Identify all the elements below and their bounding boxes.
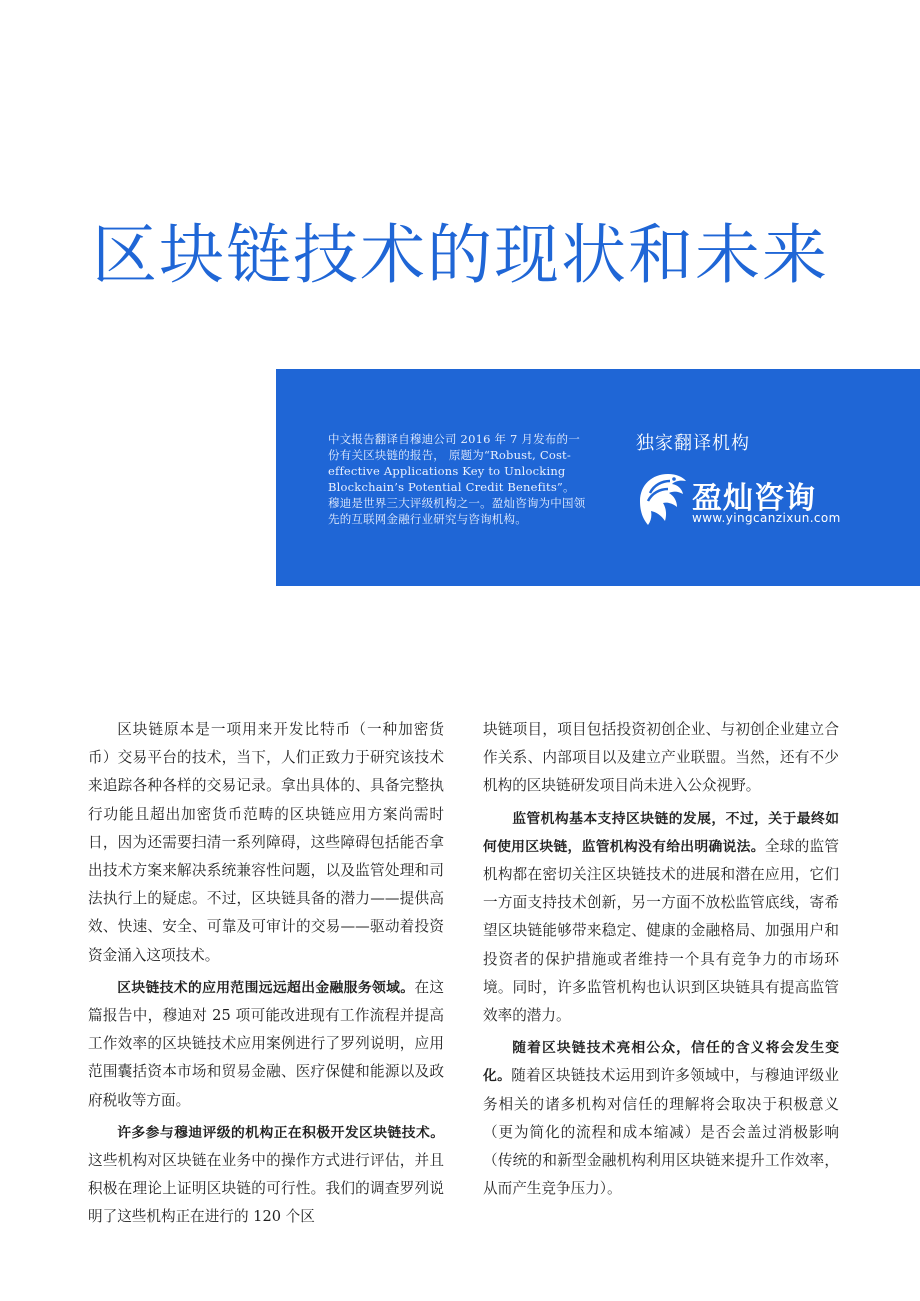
- horse-head-logo-icon: [634, 471, 688, 527]
- paragraph: [88, 1119, 444, 1232]
- page-title: 区块链技术的现状和未来: [92, 218, 830, 293]
- logo-name: 盈灿咨询: [692, 481, 816, 516]
- translation-note: 中文报告翻译自穆迪公司 2016 年 7 月发布的一份有关区块链的报告， 原题为“Robust, Cost-effective Applications Key to Unlocking Blockchain’s Potential Credit Benefits”。 穆迪是世界三大评级机构之一。盈灿咨询为中国领先的互联网金融行业研究与咨询机构。: [328, 432, 586, 526]
- paragraph: [483, 1034, 839, 1203]
- paragraph-lead: 随着区块链技术亮相公众，信任的含义将会发生变化。: [483, 1040, 839, 1085]
- yingcan-logo: [634, 471, 854, 529]
- paragraph-text: 随着区块链技术运用到许多领域中，与穆迪评级业务相关的诸多机构对信任的理解将会取决于积极意义（更为简化的流程和成本缩减）是否会盖过消极影响（传统的和新型金融机构利用区块链来提升工作效率，从而产生竞争压力）。: [483, 1067, 839, 1198]
- paragraph-lead: 监管机构基本支持区块链的发展，不过，关于最终如何使用区块链，监管机构没有给出明确说法。: [483, 810, 839, 855]
- paragraph-text: 在这篇报告中，穆迪对 25 项可能改进现有工作流程并提高工作效率的区块链技术应用案例进行了罗列说明，应用范围囊括资本市场和贸易金融、医疗保健和能源以及政府税收等方面。: [88, 978, 444, 1109]
- paragraph-text: 全球的监管机构都在密切关注区块链技术的进展和潜在应用，它们一方面支持技术创新，另一方面不放松监管底线，寄希望区块链能够带来稳定、健康的金融格局、加强用户和投资者的保护措施或者维持一个具有竞争力的市场环境。同时，许多监管机构也认识到区块链具有提高监管效率的潜力。: [483, 837, 839, 1025]
- paragraph: 区块链原本是一项用来开发比特币（一种加密货币）交易平台的技术，当下，人们正致力于研究该技术来追踪各种各样的交易记录。拿出具体的、具备完整执行功能且超出加密货币范畴的区块链应用方案尚需时日，因为还需要扫清一系列障碍，这些障碍包括能否拿出技术方案来解决系统兼容性问题，以及监管处理和司法执行上的疑虑。不过，区块链具备的潜力——提供高效、快速、安全、可靠及可审计的交易——驱动着投资资金涌入这项技术。: [88, 721, 444, 964]
- article-column-right: [483, 716, 839, 1207]
- logo-url: www.yingcanzixun.com: [692, 511, 841, 525]
- paragraph-lead: 区块链技术的应用范围远远超出金融服务领域。: [117, 979, 415, 996]
- paragraph-text: 这些机构对区块链在业务中的操作方式进行评估，并且积极在理论上证明区块链的可行性。我们的调查罗列说明了这些机构正在进行的 120 个区: [88, 1152, 444, 1226]
- translator-label: 独家翻译机构: [636, 433, 750, 454]
- article-column-left: [88, 716, 444, 1236]
- paragraph: [483, 805, 839, 1031]
- translation-banner: [276, 369, 920, 586]
- paragraph: [88, 974, 444, 1115]
- paragraph: 块链项目，项目包括投资初创企业、与初创企业建立合作关系、内部项目以及建立产业联盟。当然，还有不少机构的区块链研发项目尚未进入公众视野。: [483, 721, 839, 795]
- paragraph-lead: 许多参与穆迪评级的机构正在积极开发区块链技术。: [117, 1124, 444, 1141]
